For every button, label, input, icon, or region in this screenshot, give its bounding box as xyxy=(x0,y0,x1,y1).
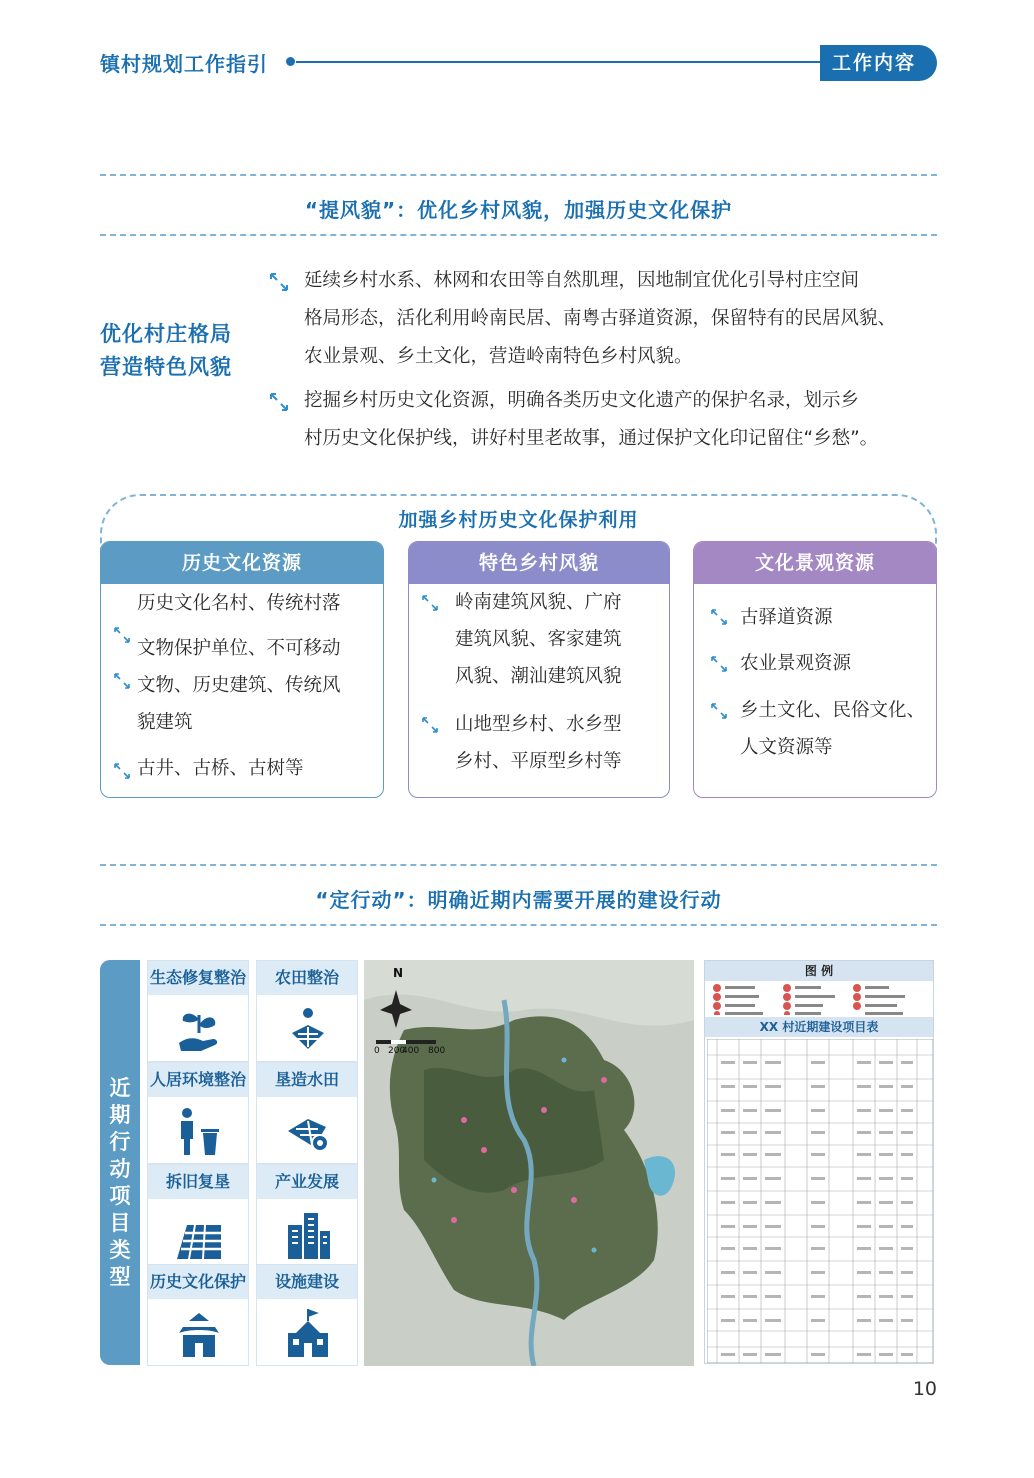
tile-paddy-reclamation xyxy=(256,1062,358,1164)
divider xyxy=(100,864,937,866)
village-map xyxy=(364,960,694,1366)
bullet-line: 格局形态，活化利用岭南民居、南粤古驿道资源，保留特有的民居风貌、 xyxy=(304,308,897,329)
tile-label: 农田整治 xyxy=(257,961,357,995)
card-line: 文物、历史建筑、传统风 xyxy=(137,675,341,696)
card-line: 山地型乡村、水乡型 xyxy=(455,714,622,735)
header-dot xyxy=(286,57,295,66)
header-badge: 工作内容 xyxy=(820,45,937,81)
diagonal-arrows-icon xyxy=(268,271,290,293)
section-title: “定行动”：明确近期内需要开展的建设行动 xyxy=(315,888,722,912)
diagonal-arrows-icon xyxy=(113,762,131,780)
bullet-text xyxy=(268,262,938,376)
north-label: N xyxy=(393,966,404,980)
diagonal-arrows-icon xyxy=(268,391,290,413)
project-table-grid xyxy=(707,1039,933,1363)
tile-label: 产业发展 xyxy=(257,1165,357,1199)
card-title: 文化景观资源 xyxy=(694,542,936,584)
farmland-sun-icon xyxy=(284,1003,332,1057)
band-char: 近 xyxy=(109,1076,131,1100)
diagonal-arrows-icon xyxy=(710,608,728,626)
field-gear-icon xyxy=(284,1105,332,1159)
scale-label: 400 xyxy=(402,1046,420,1056)
divider xyxy=(100,234,937,236)
tile-farmland-consolidation xyxy=(256,960,358,1062)
scale-label: 0 xyxy=(374,1046,380,1056)
side-title-line: 营造特色风貌 xyxy=(100,355,232,379)
satellite-map-image xyxy=(364,960,694,1366)
card-line: 乡村、平原型乡村等 xyxy=(455,751,622,772)
card-line: 人文资源等 xyxy=(740,737,833,758)
band-char: 型 xyxy=(109,1265,131,1289)
bullet-line: 延续乡村水系、林网和农田等自然肌理，因地制宜优化引导村庄空间 xyxy=(304,270,860,291)
card-line: 貌建筑 xyxy=(137,712,193,733)
band-char: 目 xyxy=(109,1211,131,1235)
diagonal-arrows-icon xyxy=(710,655,728,673)
tile-label: 设施建设 xyxy=(257,1265,357,1299)
tile-living-environment xyxy=(147,1062,249,1164)
band-char: 期 xyxy=(109,1103,131,1127)
tile-label: 历史文化保护 xyxy=(148,1265,248,1299)
tile-industry-development xyxy=(256,1164,358,1266)
scale-label: 200 xyxy=(388,1046,406,1056)
side-title-line: 优化村庄格局 xyxy=(100,322,232,346)
section-title: “提风貌”：优化乡村风貌，加强历史文化保护 xyxy=(304,198,733,222)
field-rows-icon xyxy=(175,1207,223,1261)
card-line: 风貌、潮汕建筑风貌 xyxy=(455,666,622,687)
card-cultural-landscape xyxy=(693,541,937,798)
bullet-item xyxy=(268,382,938,458)
card-historic-resources xyxy=(100,541,384,798)
tile-ecological-restoration xyxy=(147,960,249,1062)
card-line: 古驿道资源 xyxy=(740,607,833,628)
bullet-line: 农业景观、乡土文化，营造岭南特色乡村风貌。 xyxy=(304,346,693,367)
pavilion-icon xyxy=(175,1307,223,1361)
card-title: 特色乡村风貌 xyxy=(409,542,669,584)
legend-title: 图 例 xyxy=(705,961,933,981)
diagonal-arrows-icon xyxy=(421,594,439,612)
divider xyxy=(100,924,937,926)
school-icon xyxy=(284,1307,332,1361)
side-title xyxy=(100,318,232,384)
tile-facility-construction xyxy=(256,1264,358,1366)
header-title: 镇村规划工作指引 xyxy=(100,52,268,76)
card-line: 文物保护单位、不可移动 xyxy=(137,638,341,659)
page-number: 10 xyxy=(912,1378,937,1400)
tile-label: 拆旧复垦 xyxy=(148,1165,248,1199)
card-line: 农业景观资源 xyxy=(740,653,852,674)
band-char: 行 xyxy=(109,1130,131,1154)
card-line: 历史文化名村、传统村落 xyxy=(137,593,341,614)
card-rural-style xyxy=(408,541,670,798)
tile-label: 人居环境整治 xyxy=(148,1063,248,1097)
diagonal-arrows-icon xyxy=(421,716,439,734)
bullet-text xyxy=(268,382,938,458)
bullet-item xyxy=(268,262,938,376)
person-trash-icon xyxy=(175,1105,223,1159)
card-line: 古井、古桥、古树等 xyxy=(137,758,304,779)
bullet-line: 村历史文化保护线，讲好村里老故事，通过保护文化印记留住“乡愁”。 xyxy=(304,428,879,449)
diagonal-arrows-icon xyxy=(710,702,728,720)
card-line: 建筑风貌、客家建筑 xyxy=(455,629,622,650)
tile-label: 生态修复整治 xyxy=(148,961,248,995)
legend-symbols xyxy=(711,983,929,1015)
card-line: 乡土文化、民俗文化、 xyxy=(740,700,926,721)
band-char: 动 xyxy=(109,1157,131,1181)
bullet-line: 挖掘乡村历史文化资源，明确各类历史文化遗产的保护名录，划示乡 xyxy=(304,390,860,411)
diagonal-arrows-icon xyxy=(113,672,131,690)
action-band-label xyxy=(100,1075,140,1291)
legend-panel xyxy=(704,960,934,1364)
card-line: 岭南建筑风貌、广府 xyxy=(455,592,622,613)
project-table-title: XX 村近期建设项目表 xyxy=(705,1017,933,1037)
tile-label: 垦造水田 xyxy=(257,1063,357,1097)
heritage-title: 加强乡村历史文化保护利用 xyxy=(398,509,639,531)
band-char: 项 xyxy=(109,1184,131,1208)
header-rule xyxy=(296,61,836,63)
tile-demolition-reclamation xyxy=(147,1164,249,1266)
plant-hand-icon xyxy=(175,1003,223,1057)
card-title: 历史文化资源 xyxy=(101,542,383,584)
tile-heritage-protection xyxy=(147,1264,249,1366)
band-char: 类 xyxy=(109,1238,131,1262)
scale-label: 800 xyxy=(428,1046,446,1056)
buildings-icon xyxy=(284,1207,332,1261)
divider xyxy=(100,174,937,176)
diagonal-arrows-icon xyxy=(113,626,131,644)
